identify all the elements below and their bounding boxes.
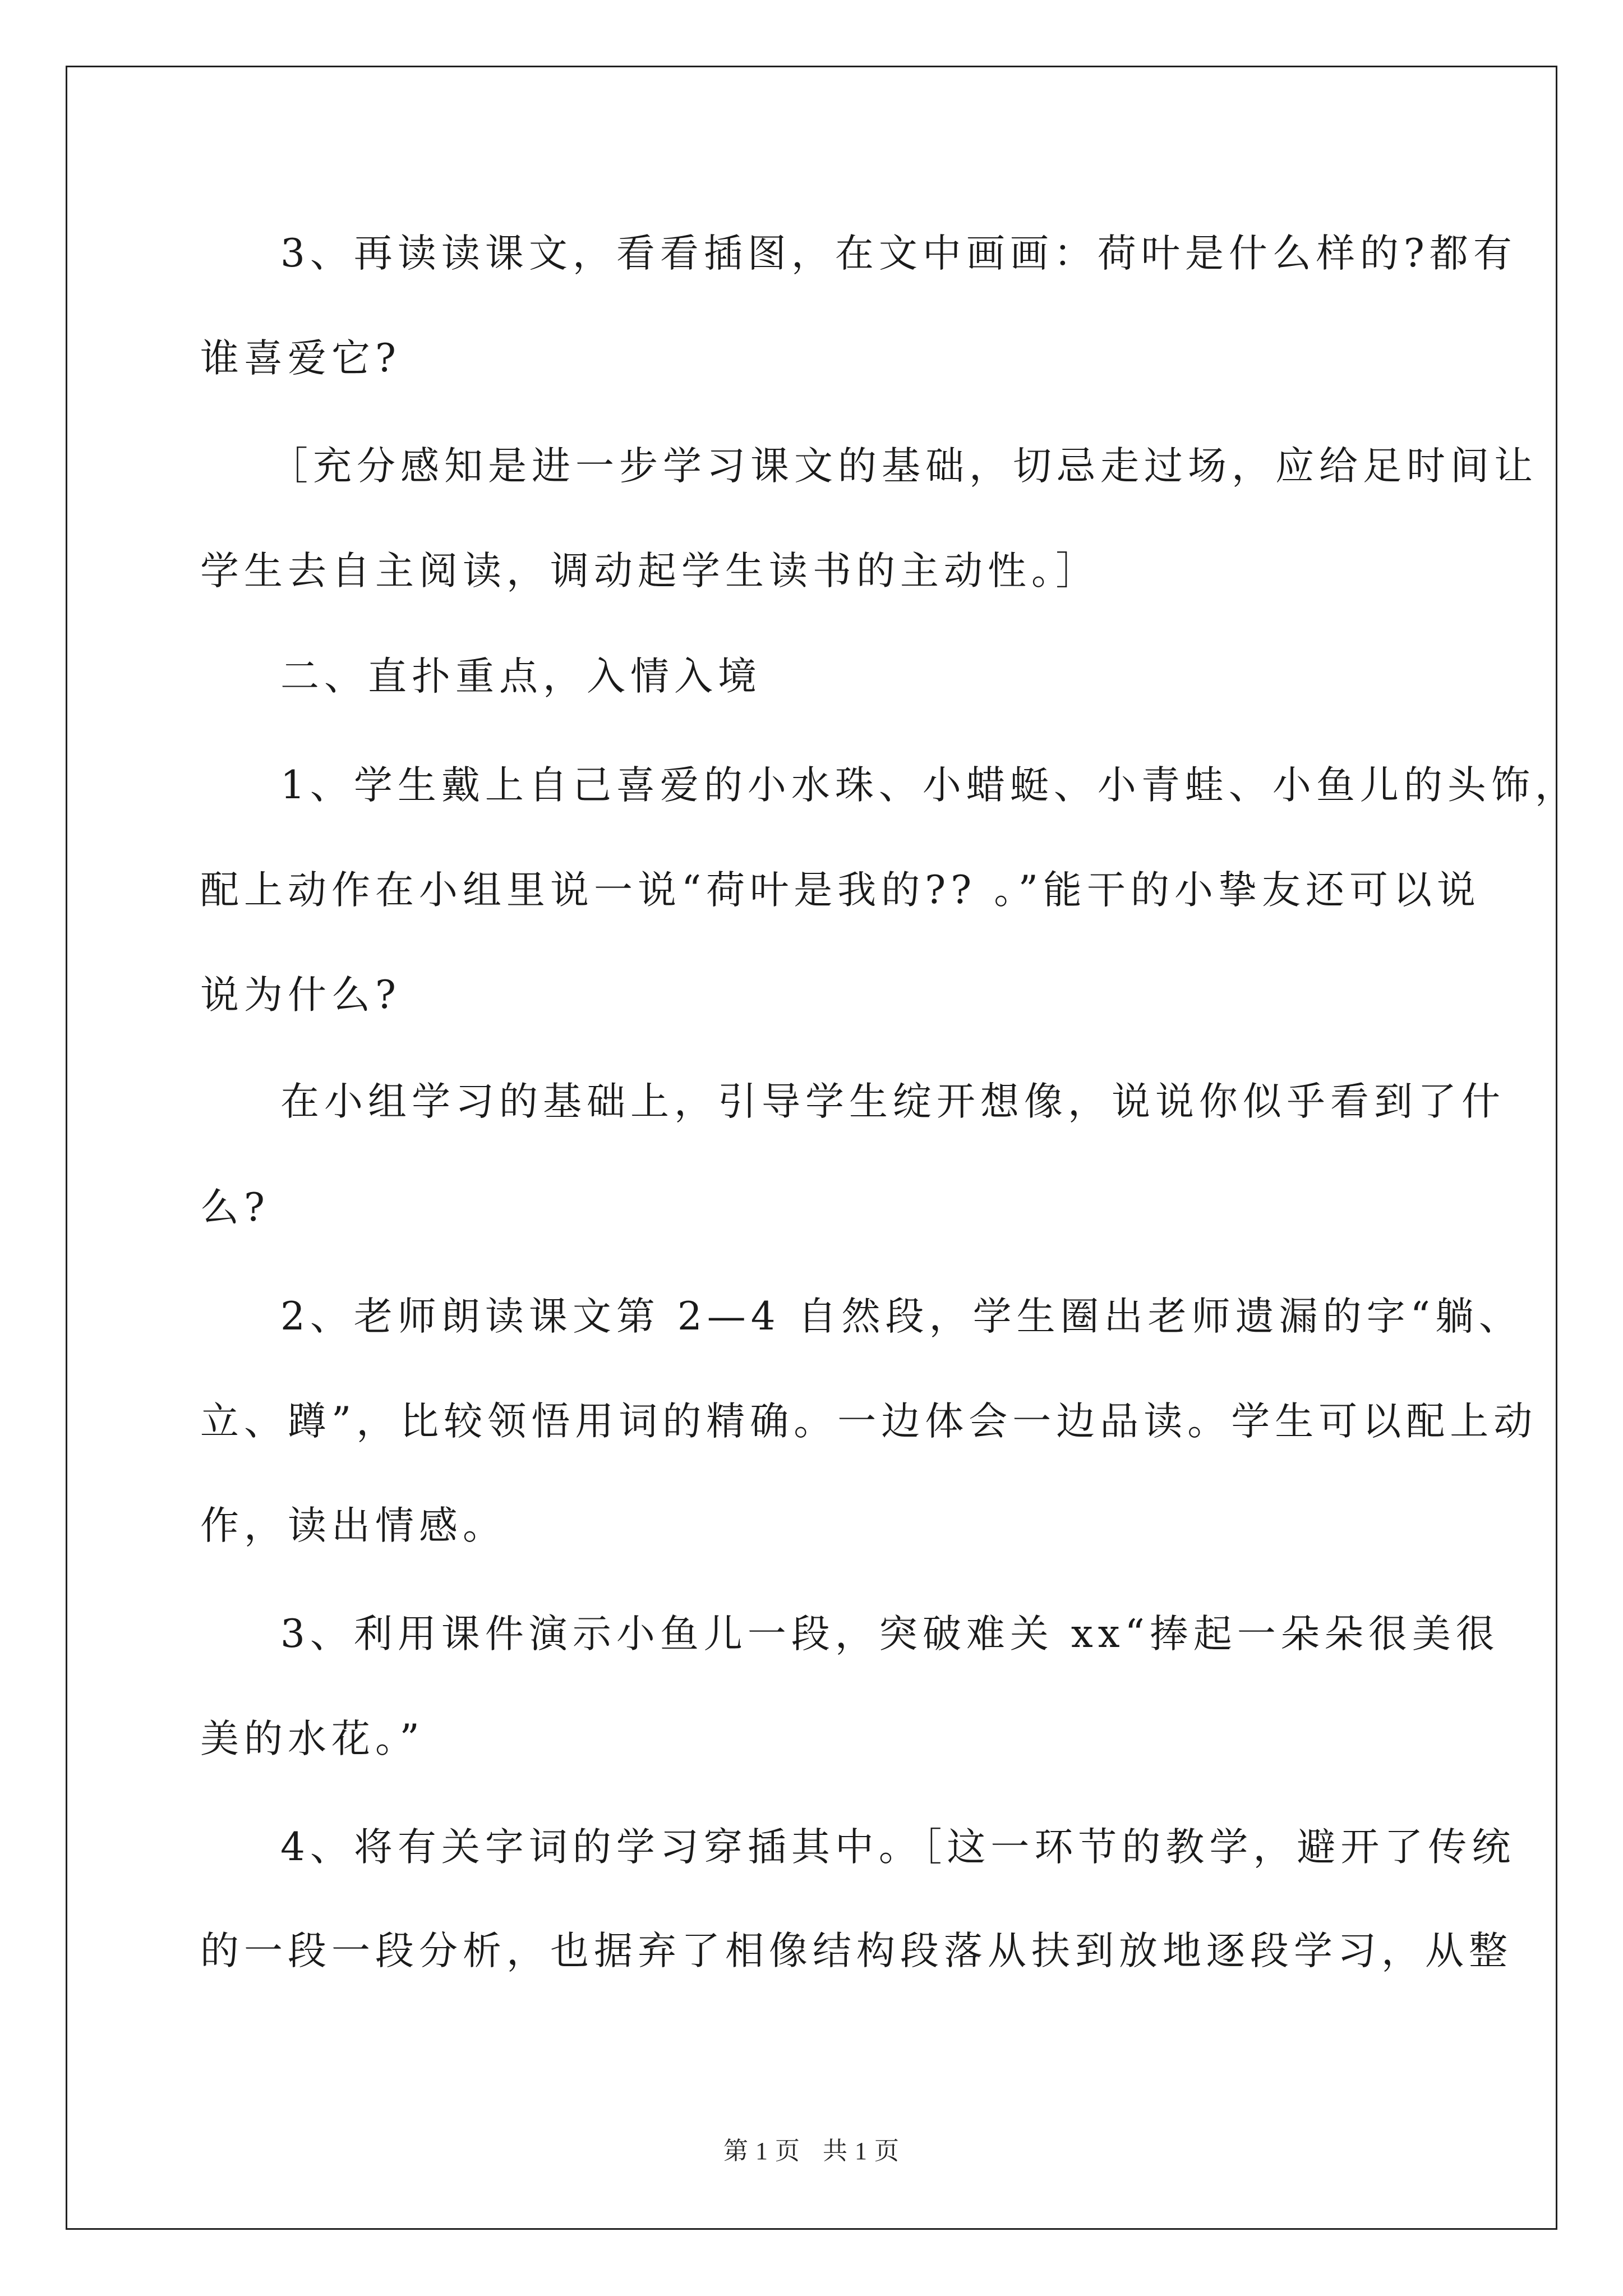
text-line: 么? [200,1185,270,1230]
text-line: 2、老师朗读课文第 2—4 自然段，学生圈出老师遗漏的字“躺、 [280,1294,1523,1339]
section-heading: 二、直扑重点，入情入境 [280,654,762,699]
page-footer [0,2131,1623,2166]
text-line: 3、利用课件演示小鱼儿一段，突破难关 xx“捧起一朵朵很美很 [280,1612,1500,1657]
text-line: 学生去自主阅读，调动起学生读书的主动性。］ [200,549,1100,593]
text-line: 说为什么? [200,973,401,1018]
text-line: 1、学生戴上自己喜爱的小水珠、小蜡蜓、小青蛙、小鱼儿的头饰， [280,763,1579,808]
text-line: 4、将有关字词的学习穿插其中。［这一环节的教学，避开了传统 [280,1825,1516,1870]
text-line: 在小组学习的基础上，引导学生绽开想像，说说你似乎看到了什 [280,1079,1505,1124]
text-line: 的一段一段分析，也据弃了相像结构段落从扶到放地逐段学习，从整 [200,1929,1513,1973]
page-total: 共 1 页 [823,2137,900,2165]
text-line: 谁喜爱它? [200,336,401,381]
text-line: ［充分感知是进一步学习课文的基础，切忌走过场，应给足时间让 [269,444,1538,489]
text-line: 美的水花。” [200,1717,425,1761]
page-number: 第 1 页 [723,2137,800,2165]
text-line: 3、再读读课文，看看插图，在文中画画：荷叶是什么样的?都有 [280,231,1517,276]
text-line: 立、蹲”，比较领悟用词的精确。一边体会一边品读。学生可以配上动 [200,1399,1538,1444]
text-line: 作，读出情感。 [200,1503,506,1548]
text-line: 配上动作在小组里说一说“荷叶是我的?? 。”能干的小挚友还可以说 [200,868,1481,913]
